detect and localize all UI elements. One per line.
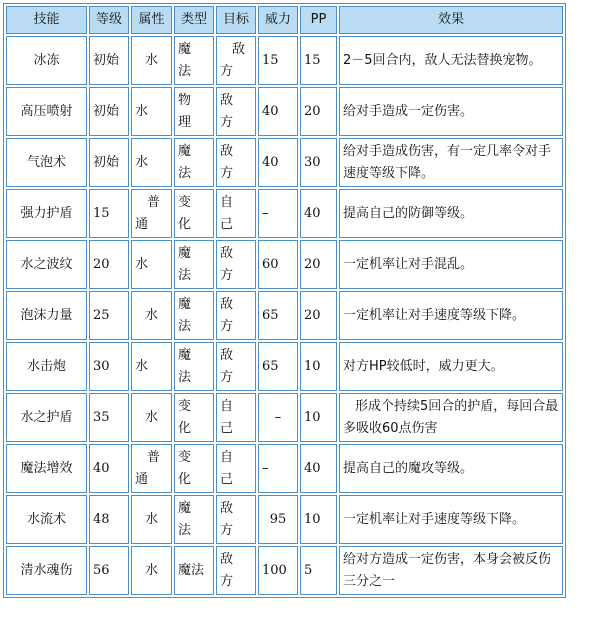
skill-pp: 40	[300, 444, 337, 493]
header-level: 等级	[89, 6, 129, 34]
skill-effect: 提高自己的魔攻等级。	[339, 444, 563, 493]
table-row	[6, 189, 563, 238]
header-pp: PP	[300, 6, 337, 34]
table-row	[6, 546, 563, 595]
skill-name: 水之波纹	[6, 240, 87, 289]
skill-power: 40	[258, 87, 298, 136]
skill-attribute: 水	[131, 138, 172, 187]
skill-level: 20	[89, 240, 129, 289]
table-row	[6, 291, 563, 340]
skill-pp: 10	[300, 495, 337, 544]
skill-attribute: 普 通	[131, 189, 172, 238]
skill-power: –	[258, 189, 298, 238]
skill-attribute: 水	[131, 291, 172, 340]
skill-target: 敌 方	[216, 87, 256, 136]
skill-type: 魔法	[174, 546, 214, 595]
skill-pp: 20	[300, 87, 337, 136]
skill-pp: 5	[300, 546, 337, 595]
skill-attribute: 水	[131, 393, 172, 442]
skill-effect: 一定机率让对手速度等级下降。	[339, 291, 563, 340]
skill-name: 冰冻	[6, 36, 87, 85]
table-row	[6, 87, 563, 136]
header-type: 类型	[174, 6, 214, 34]
skill-type: 魔 法	[174, 291, 214, 340]
skill-target: 敌 方	[216, 291, 256, 340]
skill-power: 15	[258, 36, 298, 85]
skill-effect: 给对手造成一定伤害。	[339, 87, 563, 136]
skill-level: 30	[89, 342, 129, 391]
skill-effect: 形成个持续5回合的护盾，每回合最多吸收60点伤害	[339, 393, 563, 442]
skill-level: 56	[89, 546, 129, 595]
skill-level: 40	[89, 444, 129, 493]
skill-name: 泡沫力量	[6, 291, 87, 340]
skill-pp: 15	[300, 36, 337, 85]
skill-type: 变 化	[174, 189, 214, 238]
skill-power: 40	[258, 138, 298, 187]
skill-level: 25	[89, 291, 129, 340]
table-row	[6, 240, 563, 289]
skill-attribute: 水	[131, 546, 172, 595]
skill-type: 变 化	[174, 393, 214, 442]
table-row	[6, 36, 563, 85]
skill-type: 魔 法	[174, 342, 214, 391]
skill-name: 魔法增效	[6, 444, 87, 493]
skill-level: 初始	[89, 87, 129, 136]
header-target: 目标	[216, 6, 256, 34]
skill-pp: 30	[300, 138, 337, 187]
skill-level: 48	[89, 495, 129, 544]
header-row	[6, 6, 563, 34]
header-effect: 效果	[339, 6, 563, 34]
skill-effect: 给对方造成一定伤害，本身会被反伤三分之一	[339, 546, 563, 595]
skill-name: 清水魂伤	[6, 546, 87, 595]
skill-level: 初始	[89, 36, 129, 85]
skill-attribute: 水	[131, 240, 172, 289]
skill-target: 敌 方	[216, 495, 256, 544]
skill-type: 物 理	[174, 87, 214, 136]
skill-target: 敌 方	[216, 342, 256, 391]
skill-attribute: 水	[131, 342, 172, 391]
skill-type: 魔 法	[174, 240, 214, 289]
skill-effect: 2－5回合内，敌人无法替换宠物。	[339, 36, 563, 85]
skill-effect: 一定机率让对手混乱。	[339, 240, 563, 289]
skill-name: 强力护盾	[6, 189, 87, 238]
skill-level: 初始	[89, 138, 129, 187]
skill-pp: 20	[300, 291, 337, 340]
skill-target: 自 己	[216, 444, 256, 493]
skill-target: 敌 方	[216, 240, 256, 289]
skill-pp: 10	[300, 393, 337, 442]
skill-attribute: 水	[131, 87, 172, 136]
skill-type: 魔 法	[174, 495, 214, 544]
skill-target: 敌 方	[216, 138, 256, 187]
skills-table	[3, 3, 566, 598]
skill-effect: 对方HP较低时，威力更大。	[339, 342, 563, 391]
table-row	[6, 393, 563, 442]
skill-type: 变 化	[174, 444, 214, 493]
skill-effect: 一定机率让对手速度等级下降。	[339, 495, 563, 544]
skill-type: 魔 法	[174, 138, 214, 187]
skill-pp: 40	[300, 189, 337, 238]
skill-level: 35	[89, 393, 129, 442]
skill-power: 95	[258, 495, 298, 544]
skill-target: 自 己	[216, 189, 256, 238]
table-row	[6, 495, 563, 544]
skill-name: 气泡术	[6, 138, 87, 187]
skill-target: 敌 方	[216, 36, 256, 85]
skill-effect: 给对手造成伤害，有一定几率令对手速度等级下降。	[339, 138, 563, 187]
skill-level: 15	[89, 189, 129, 238]
skill-name: 水击炮	[6, 342, 87, 391]
skill-pp: 10	[300, 342, 337, 391]
skill-pp: 20	[300, 240, 337, 289]
skill-power: 65	[258, 342, 298, 391]
skill-target: 自 己	[216, 393, 256, 442]
table-row	[6, 342, 563, 391]
skill-name: 水之护盾	[6, 393, 87, 442]
skill-attribute: 普 通	[131, 444, 172, 493]
header-skill: 技能	[6, 6, 87, 34]
skill-type: 魔 法	[174, 36, 214, 85]
table-row	[6, 138, 563, 187]
table-row	[6, 444, 563, 493]
skill-power: 100	[258, 546, 298, 595]
skill-attribute: 水	[131, 495, 172, 544]
skill-name: 高压喷射	[6, 87, 87, 136]
skill-power: 60	[258, 240, 298, 289]
header-attribute: 属性	[131, 6, 172, 34]
skill-attribute: 水	[131, 36, 172, 85]
skill-power: 65	[258, 291, 298, 340]
header-power: 威力	[258, 6, 298, 34]
skill-effect: 提高自己的防御等级。	[339, 189, 563, 238]
skill-power: –	[258, 444, 298, 493]
skill-target: 敌 方	[216, 546, 256, 595]
skill-name: 水流术	[6, 495, 87, 544]
skill-power: –	[258, 393, 298, 442]
